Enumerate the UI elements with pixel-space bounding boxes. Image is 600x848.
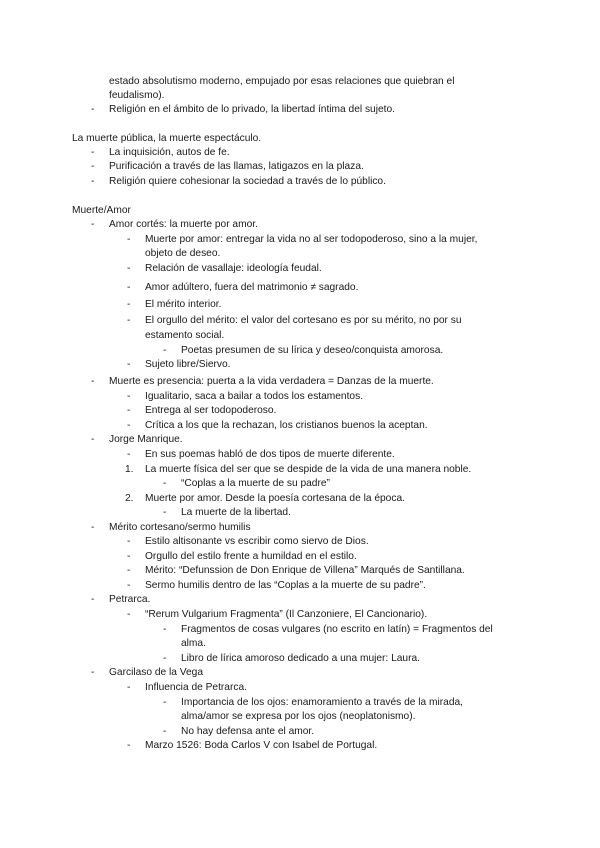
list-bullet: - [127,299,131,310]
list-item: Religión en el ámbito de lo privado, la libertad íntima del sujeto. [109,104,395,115]
section-heading: La muerte pública, la muerte espectáculo. [72,133,262,144]
list-bullet: - [91,667,95,678]
list-bullet: - [127,405,131,416]
list-item: Marzo 1526: Boda Carlos V con Isabel de Portugal. [145,740,378,751]
list-bullet: - [127,263,131,274]
list-item: Mérito cortesano/sermo humilis [109,522,251,533]
list-item: Muerte por amor. Desde la poesía cortesana de la época. [145,493,405,504]
list-item: Entrega al ser todopoderoso. [145,405,277,416]
list-bullet: - [91,522,95,533]
text-line: estamento social. [145,330,225,341]
list-item: La muerte de la libertad. [181,507,291,518]
list-bullet: - [91,176,95,187]
list-bullet: - [163,478,167,489]
list-item: La muerte física del ser que se despide de la vida de una manera noble. [145,464,472,475]
list-item: Garcilaso de la Vega [109,667,204,678]
list-bullet: - [127,609,131,620]
list-number: 2. [125,493,134,504]
list-item: Libro de lírica amoroso dedicado a una mujer: Laura. [181,653,420,664]
list-item: Muerte es presencia: puerta a la vida verdadera = Danzas de la muerte. [109,376,434,387]
list-item: Purificación a través de las llamas, latigazos en la plaza. [109,161,364,172]
list-bullet: - [127,391,131,402]
list-bullet: - [91,104,95,115]
list-bullet: - [127,536,131,547]
list-bullet: - [163,653,167,664]
text-line: estado absolutismo moderno, empujado por esas relaciones que quiebran el [109,76,455,87]
list-item: Igualitario, saca a bailar a todos los estamentos. [145,391,364,402]
text-line: feudalismo). [109,90,165,101]
list-item: En sus poemas habló de dos tipos de muerte diferente. [145,449,395,460]
list-item: Influencia de Petrarca. [145,682,247,693]
list-bullet: - [127,359,131,370]
list-item: Amor cortés: la muerte por amor. [109,219,258,230]
list-bullet: - [163,697,167,708]
list-item: Amor adúltero, fuera del matrimonio ≠ sagrado. [145,282,359,293]
list-number: 1. [125,464,134,475]
list-item: “Rerum Vulgarium Fragmenta” (Il Canzoniere, El Cancionario). [145,609,428,620]
list-bullet: - [127,682,131,693]
list-item: Relación de vasallaje: ideología feudal. [145,263,322,274]
list-item: La inquisición, autos de fe. [109,147,230,158]
list-bullet: - [163,507,167,518]
list-bullet: - [163,726,167,737]
section-heading: Muerte/Amor [72,205,131,216]
list-item: Fragmentos de cosas vulgares (no escrito en latín) = Fragmentos del [181,624,493,635]
list-item: El orgullo del mérito: el valor del cortesano es por su mérito, no por su [145,315,462,326]
list-bullet: - [91,161,95,172]
list-item: No hay defensa ante el amor. [181,726,315,737]
list-item: Crítica a los que la rechazan, los cristianos buenos la aceptan. [145,420,428,431]
list-item: “Coplas a la muerte de su padre” [181,478,330,489]
list-item: Sujeto libre/Siervo. [145,359,231,370]
list-bullet: - [127,315,131,326]
list-bullet: - [127,282,131,293]
list-bullet: - [163,624,167,635]
list-bullet: - [127,740,131,751]
list-bullet: - [127,449,131,460]
text-line: objeto de deseo. [145,248,221,259]
text-line: alma/amor se expresa por los ojos (neoplatonismo). [181,711,416,722]
list-item: Petrarca. [109,594,151,605]
list-item: Poetas presumen de su lírica y deseo/conquista amorosa. [181,345,444,356]
list-bullet: - [91,376,95,387]
list-bullet: - [91,594,95,605]
list-item: Sermo humilis dentro de las “Coplas a la muerte de su padre”. [145,580,426,591]
list-item: Muerte por amor: entregar la vida no al ser todopoderoso, sino a la mujer, [145,234,478,245]
list-bullet: - [127,580,131,591]
list-bullet: - [127,420,131,431]
list-item: El mérito interior. [145,299,222,310]
list-bullet: - [127,234,131,245]
list-item: Importancia de los ojos: enamoramiento a través de la mirada, [181,697,463,708]
list-bullet: - [163,345,167,356]
text-line: alma. [181,638,206,649]
list-bullet: - [91,219,95,230]
list-item: Jorge Manrique. [109,434,183,445]
list-item: Estilo altisonante vs escribir como siervo de Dios. [145,536,369,547]
list-bullet: - [91,147,95,158]
list-bullet: - [127,551,131,562]
list-bullet: - [91,434,95,445]
list-bullet: - [127,565,131,576]
list-item: Mérito: “Defunssion de Don Enrique de Villena” Marqués de Santillana. [145,565,465,576]
list-item: Religión quiere cohesionar la sociedad a través de lo público. [109,176,386,187]
list-item: Orgullo del estilo frente a humildad en el estilo. [145,551,357,562]
